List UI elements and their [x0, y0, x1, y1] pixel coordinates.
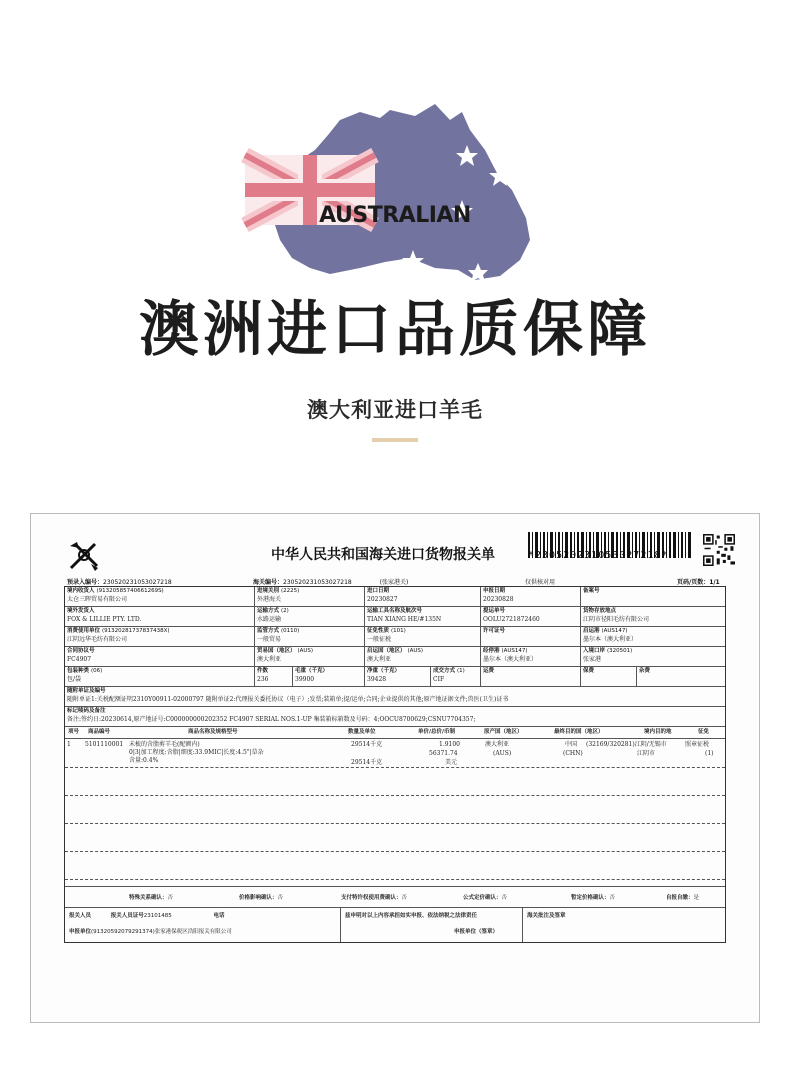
customs-remarks-label: 海关批注及签章 — [527, 913, 566, 919]
item-domestic-destination: (32169/320281)江阴/无锡市 — [586, 741, 667, 748]
items-header: 项号 商品编号 商品名称及规格型号 数量及单位 单价/总价/币制 原产国（地区） 最终目的国（地区） 境内目的地 征免 — [65, 727, 725, 739]
item-destination-code: (CHN) — [563, 750, 583, 757]
grid-row: 境外发货人 FOX & LILLIE PTY. LTD. 运输方式 (2) 水路运输 运输工具名称及航次号 TIAN XIANG HE/#135N 提运单号 OOLU2721872460 货物存放地点 江阴市径阳毛纺有限公司 — [65, 607, 725, 627]
item-spec-2: 含量:0.4% — [129, 757, 159, 764]
grid-row-documents: 随附单证及编号 随附单证1:关税配额证明2310Y00911-02000797 随附单证2:代理报关委托协议（电子）;发票;装箱单;提/运单;合同;企业提供的其他;原产地证据文件;兽医(卫生)证书 — [65, 687, 725, 707]
item-number: 1 — [67, 741, 71, 748]
item-hs-code: 5101110001 — [85, 741, 124, 748]
qr-code — [703, 534, 735, 566]
grid-row: 合同协议号 FC4907 贸易国（地区） (AUS) 澳大利亚 启运国（地区） (AUS) 澳大利亚 经停港 (AUS147) 墨尔本（澳大利亚） 入境口岸 (320501) 张家港 — [65, 647, 725, 667]
item-quantity: 29514千克 — [351, 741, 383, 748]
copy-note: 仅供核对用 — [525, 579, 556, 586]
australia-map-illustration — [230, 90, 560, 290]
form-title: 中华人民共和国海关进口货物报关单 — [271, 547, 495, 563]
item-currency: 美元 — [445, 759, 458, 766]
accent-divider — [372, 438, 418, 442]
confirmation-row: 特殊关系确认：否 价格影响确认：否 支付特许权使用费确认：否 公式定价确认：否 暂定价格确认：否 自报自缴：是 — [65, 886, 725, 907]
customs-declaration-form — [30, 513, 760, 1023]
items-body — [65, 739, 725, 886]
item-quantity-2: 29514千克 — [351, 759, 383, 766]
item-spec: 0|3|加工程度:含脂|细度:33.9MIC|长度:4.5"|草杂 — [129, 749, 264, 756]
hero-banner — [0, 0, 790, 470]
item-unit-price: 1.9100 — [439, 741, 460, 748]
subheadline: 澳大利亚进口羊毛 — [307, 398, 483, 422]
agent-seal-label: 申报单位（签章） — [453, 929, 498, 935]
item-domestic-destination-2: 江阴市 — [637, 750, 656, 757]
item-destination: 中国 — [565, 741, 578, 748]
declaration-grid — [64, 586, 726, 943]
item-origin: 澳大利亚 — [485, 741, 510, 748]
declarant-section: 报关人员 报关人员证号23101485 电话 申报单位(91320592079291374)张家港保税区浩阳报关有限公司 兹申明对以上内容承担如实申报、依法纳税之法律责任 申报单位（签章） 海关批注及签章 — [65, 907, 725, 942]
page-indicator: 页码/页数：1/1 — [677, 579, 720, 586]
brand-label: AUSTRALIAN — [319, 203, 471, 228]
grid-row-packaging: 包装种类 (06) 包/袋 件数 236 毛重（千克） 39900 净重（千克） 39428 成交方式 (1) CIF 运费 保费 杂费 — [65, 667, 725, 687]
barcode-number: *230520231053027218* — [528, 550, 669, 561]
item-total-price: 56371.74 — [429, 750, 458, 757]
customs-emblem-icon — [67, 540, 101, 572]
grid-row: 境内收货人 (91320585740661269S) 太仓三晖贸易有限公司 进境关别 (2225) 外港海关 进口日期 20230827 申报日期 20230828 备案号 — [65, 587, 725, 607]
item-levy-code: (1) — [705, 750, 714, 757]
pre-entry-number: 预录入编号：230520231053027218 — [67, 579, 172, 586]
item-name: 未梳的含脂剪羊毛(配额内) — [129, 741, 200, 748]
item-origin-code: (AUS) — [493, 750, 512, 757]
grid-row: 消费使用单位 (91320281737837438X) 江阴远华毛纺有限公司 监管方式 (0110) 一般贸易 征免性质 (101) 一般征税 许可证号 启运港 (AUS147) 墨尔本（澳大利亚） — [65, 627, 725, 647]
item-levy: 照章征税 — [685, 741, 710, 748]
customs-number: 海关编号：230520231053027218 (张家港关) — [253, 579, 409, 586]
headline: 澳洲进口品质保障 — [139, 295, 651, 365]
grid-row-marks: 标记唛码及备注 备注:签约日:20230614,原产地证号:C000000000202352 FC4907 SERIAL NOS.1-UP 集装箱标箱数及号码：4;OOCU8700629;CSNU7704357; — [65, 707, 725, 727]
legal-statement: 兹申明对以上内容承担如实申报、依法纳税之法律责任 — [345, 913, 478, 919]
